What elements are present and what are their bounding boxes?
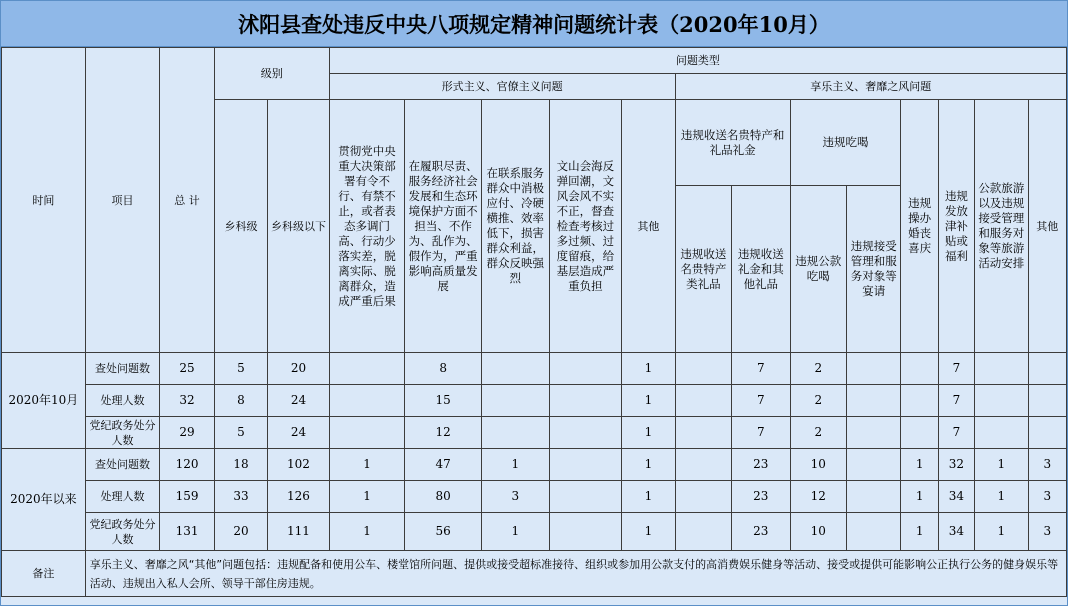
item-cell: 查处问题数 [85,449,160,481]
value-cell [901,417,938,449]
value-cell [901,385,938,417]
value-cell: 34 [938,513,974,551]
value-cell [675,353,731,385]
header-gifts: 违规收送名贵特产和礼品礼金 [675,100,790,186]
value-cell: 25 [160,353,214,385]
value-cell: 7 [732,353,790,385]
value-cell [549,353,622,385]
value-cell [1028,385,1066,417]
value-cell: 120 [160,449,214,481]
value-cell [675,513,731,551]
header-total: 总 计 [160,48,214,353]
header-dining: 违规吃喝 [790,100,901,186]
value-cell: 10 [790,513,846,551]
value-cell: 24 [268,417,330,449]
value-cell: 2 [790,353,846,385]
header-travel: 公款旅游以及违规接受管理和服务对象等旅游活动安排 [975,100,1028,353]
value-cell: 8 [214,385,267,417]
value-cell [329,353,405,385]
header-formalism-other: 其他 [622,100,675,353]
value-cell [847,353,901,385]
value-cell: 15 [405,385,482,417]
value-cell: 3 [1028,449,1066,481]
value-cell: 23 [732,481,790,513]
header-gift-cash: 违规收送礼金和其他礼品 [732,186,790,353]
header-level-township: 乡科级 [214,100,267,353]
value-cell: 1 [329,481,405,513]
value-cell: 1 [901,513,938,551]
value-cell: 1 [622,385,675,417]
value-cell: 20 [214,513,267,551]
table-row [2,513,1067,551]
period-cell: 2020年10月 [2,353,86,449]
header-formalism-duty: 在履职尽责、服务经济社会发展和生态环境保护方面不担当、不作为、乱作为、假作为，严重影响高质量发展 [405,100,482,353]
value-cell: 8 [405,353,482,385]
value-cell: 10 [790,449,846,481]
value-cell [329,385,405,417]
value-cell [847,385,901,417]
value-cell: 47 [405,449,482,481]
value-cell: 56 [405,513,482,551]
value-cell [675,449,731,481]
header-formalism-masses: 在联系服务群众中消极应付、冷硬横推、效率低下，损害群众利益，群众反映强烈 [482,100,550,353]
value-cell: 102 [268,449,330,481]
value-cell: 12 [405,417,482,449]
header-formalism: 形式主义、官僚主义问题 [329,74,675,100]
value-cell [675,385,731,417]
value-cell: 1 [329,513,405,551]
value-cell [975,385,1028,417]
value-cell: 2 [790,417,846,449]
table-row [2,385,1067,417]
value-cell: 126 [268,481,330,513]
table-row [2,353,1067,385]
value-cell [975,417,1028,449]
header-gift-specialty: 违规收送名贵特产类礼品 [675,186,731,353]
item-cell: 党纪政务处分人数 [85,513,160,551]
value-cell: 34 [938,481,974,513]
remarks-text: 享乐主义、奢靡之风“其他”问题包括：违规配备和使用公车、楼堂馆所问题、提供或接受超标准接待、组织或参加用公款支付的高消费娱乐健身等活动、接受或提供可能影响公正执行公务的健身娱乐等活动、违规出入私人会所、领导干部住房违规。 [85,551,1066,597]
value-cell [847,417,901,449]
value-cell: 3 [1028,481,1066,513]
value-cell: 18 [214,449,267,481]
value-cell: 24 [268,385,330,417]
value-cell: 29 [160,417,214,449]
value-cell: 32 [938,449,974,481]
value-cell: 7 [938,385,974,417]
value-cell [675,481,731,513]
page-title: 沭阳县查处违反中央八项规定精神问题统计表（2020年10月） [1,1,1067,47]
item-cell: 党纪政务处分人数 [85,417,160,449]
header-hedonism: 享乐主义、奢靡之风问题 [675,74,1066,100]
value-cell [549,449,622,481]
value-cell: 1 [482,513,550,551]
value-cell [549,417,622,449]
value-cell [549,513,622,551]
value-cell: 111 [268,513,330,551]
value-cell [847,449,901,481]
value-cell: 7 [938,353,974,385]
value-cell: 159 [160,481,214,513]
value-cell: 1 [901,481,938,513]
value-cell [482,417,550,449]
value-cell: 131 [160,513,214,551]
period-cell: 2020年以来 [2,449,86,551]
value-cell: 3 [1028,513,1066,551]
header-dining-public: 违规公款吃喝 [790,186,846,353]
header-problem-type: 问题类型 [329,48,1066,74]
value-cell: 3 [482,481,550,513]
value-cell [329,417,405,449]
value-cell: 80 [405,481,482,513]
remarks-label: 备注 [2,551,86,597]
value-cell: 1 [975,481,1028,513]
value-cell: 12 [790,481,846,513]
value-cell: 1 [975,513,1028,551]
item-cell: 处理人数 [85,481,160,513]
header-item: 项目 [85,48,160,353]
value-cell: 1 [329,449,405,481]
value-cell: 7 [732,417,790,449]
header-time: 时间 [2,48,86,353]
value-cell [901,353,938,385]
value-cell: 23 [732,449,790,481]
value-cell [975,353,1028,385]
header-level: 级别 [214,48,329,100]
table-row [2,481,1067,513]
table-row [2,417,1067,449]
header-weddings-funerals: 违规操办婚丧喜庆 [901,100,938,353]
value-cell: 1 [975,449,1028,481]
value-cell: 7 [732,385,790,417]
value-cell: 23 [732,513,790,551]
value-cell: 7 [938,417,974,449]
value-cell [549,481,622,513]
value-cell: 1 [622,513,675,551]
value-cell: 5 [214,353,267,385]
value-cell [675,417,731,449]
value-cell [1028,353,1066,385]
table-row [2,449,1067,481]
item-cell: 查处问题数 [85,353,160,385]
stats-table [1,47,1067,597]
value-cell [847,481,901,513]
item-cell: 处理人数 [85,385,160,417]
header-allowances: 违规发放津补贴或福利 [938,100,974,353]
header-dining-banquet: 违规接受管理和服务对象等宴请 [847,186,901,353]
value-cell: 32 [160,385,214,417]
header-hedonism-other: 其他 [1028,100,1066,353]
value-cell [847,513,901,551]
remarks-row [2,551,1067,597]
value-cell [482,353,550,385]
value-cell: 1 [482,449,550,481]
header-formalism-meetings: 文山会海反弹回潮，文风会风不实不正，督查检查考核过多过频、过度留痕，给基层造成严重负担 [549,100,622,353]
header-level-below: 乡科级以下 [268,100,330,353]
header-formalism-decisions: 贯彻党中央重大决策部署有令不行、有禁不止，或者表态多调门高、行动少落实差，脱离实际、脱离群众，造成严重后果 [329,100,405,353]
value-cell [482,385,550,417]
value-cell [549,385,622,417]
value-cell: 1 [901,449,938,481]
value-cell: 1 [622,417,675,449]
value-cell: 1 [622,353,675,385]
value-cell: 5 [214,417,267,449]
value-cell: 2 [790,385,846,417]
value-cell: 20 [268,353,330,385]
value-cell: 1 [622,481,675,513]
value-cell: 33 [214,481,267,513]
value-cell: 1 [622,449,675,481]
value-cell [1028,417,1066,449]
